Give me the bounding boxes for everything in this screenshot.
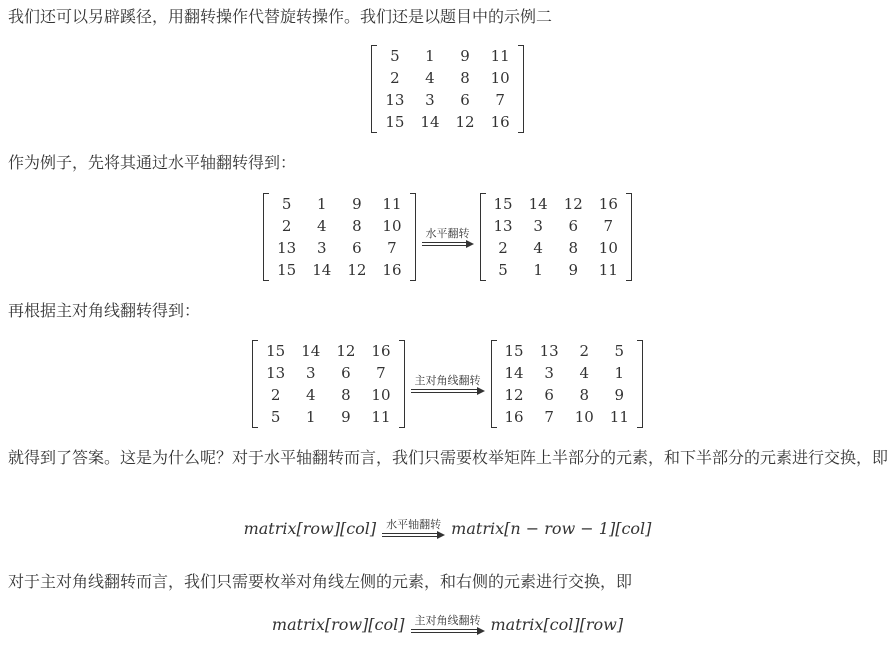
matrix-original-table xyxy=(377,45,517,133)
matrix-cell: 6 xyxy=(341,364,351,382)
matrix-cell: 10 xyxy=(598,239,618,257)
original-matrix-block xyxy=(0,45,895,133)
matrix-cell: 7 xyxy=(603,217,614,235)
matrix-cell: 14 xyxy=(301,342,321,360)
formula-diagonal xyxy=(0,614,895,634)
matrix-cell: 15 xyxy=(277,261,297,279)
matrix-row xyxy=(377,67,517,89)
horizontal-flip-label: 水平翻转 xyxy=(425,227,470,240)
matrix-cell: 4 xyxy=(579,364,589,382)
matrix-cell: 8 xyxy=(352,217,362,235)
matrix-before-diagonal-table xyxy=(258,340,398,428)
matrix-after-diagonal-table xyxy=(497,340,637,428)
matrix-row xyxy=(377,89,517,111)
formula-horizontal-left: matrix[row][col] xyxy=(243,518,377,538)
matrix-row xyxy=(258,362,398,384)
matrix-cell: 9 xyxy=(460,47,470,65)
matrix-cell: 13 xyxy=(266,364,286,382)
matrix-cell: 14 xyxy=(528,195,548,213)
paragraph-horizontal: 作为例子，先将其通过水平轴翻转得到： xyxy=(8,153,297,172)
paragraph-intro: 我们还可以另辟蹊径，用翻转操作代替旋转操作。我们还是以题目中的示例二 xyxy=(8,7,553,26)
matrix-cell: 2 xyxy=(281,217,292,235)
matrix-cell: 7 xyxy=(387,239,397,257)
matrix-cell: 12 xyxy=(563,195,583,213)
matrix-row xyxy=(269,237,409,259)
matrix-cell: 6 xyxy=(352,239,362,257)
matrix-cell: 16 xyxy=(490,113,510,131)
matrix-row xyxy=(269,215,409,237)
horizontal-flip-block xyxy=(0,193,895,281)
formula-horizontal-right: matrix[n − row − 1][col] xyxy=(451,518,652,538)
matrix-cell: 9 xyxy=(352,195,362,213)
matrix-row xyxy=(258,384,398,406)
diagonal-flip-arrow xyxy=(411,374,485,394)
matrix-cell: 9 xyxy=(568,261,578,279)
matrix-row xyxy=(486,237,626,259)
matrix-row xyxy=(486,259,626,281)
matrix-row xyxy=(497,340,637,362)
formula-diagonal-arrow xyxy=(411,614,485,634)
matrix-cell: 5 xyxy=(281,195,292,213)
matrix-cell: 1 xyxy=(305,408,316,426)
paragraph-diagonal-explanation: 对于主对角线翻转而言，我们只需要枚举对角线左侧的元素，和右侧的元素进行交换，即 xyxy=(8,572,633,591)
matrix-cell: 10 xyxy=(371,386,391,404)
matrix-row xyxy=(269,193,409,215)
matrix-cell: 12 xyxy=(347,261,367,279)
matrix-cell: 3 xyxy=(544,364,554,382)
diagonal-flip-block xyxy=(0,340,895,428)
matrix-cell: 3 xyxy=(316,239,327,257)
matrix-cell: 3 xyxy=(533,217,543,235)
matrix-row xyxy=(377,111,517,133)
matrix-cell: 11 xyxy=(609,408,629,426)
matrix-cell: 9 xyxy=(341,408,351,426)
matrix-cell: 7 xyxy=(376,364,386,382)
matrix-cell: 13 xyxy=(493,217,513,235)
matrix-cell: 11 xyxy=(490,47,510,65)
matrix-row xyxy=(497,384,637,406)
matrix-cell: 12 xyxy=(504,386,524,404)
matrix-cell: 3 xyxy=(305,364,316,382)
formula-horizontal-arrow xyxy=(382,518,445,538)
matrix-row xyxy=(258,406,398,428)
matrix-cell: 7 xyxy=(495,91,505,109)
matrix-cell: 10 xyxy=(490,69,510,87)
matrix-cell: 2 xyxy=(390,69,400,87)
matrix-cell: 16 xyxy=(504,408,524,426)
matrix-cell: 11 xyxy=(382,195,402,213)
matrix-cell: 8 xyxy=(579,386,589,404)
matrix-cell: 14 xyxy=(504,364,524,382)
matrix-row xyxy=(486,193,626,215)
matrix-cell: 5 xyxy=(498,261,508,279)
matrix-before-horizontal-table xyxy=(269,193,409,281)
matrix-cell: 9 xyxy=(614,386,625,404)
formula-diagonal-right: matrix[col][row] xyxy=(490,614,624,634)
matrix-cell: 4 xyxy=(305,386,316,404)
matrix-cell: 11 xyxy=(371,408,391,426)
matrix-cell: 8 xyxy=(568,239,578,257)
matrix-after-horizontal-table xyxy=(486,193,626,281)
matrix-cell: 13 xyxy=(385,91,405,109)
matrix-before-diagonal xyxy=(252,340,404,428)
matrix-cell: 3 xyxy=(425,91,435,109)
matrix-cell: 6 xyxy=(460,91,470,109)
matrix-cell: 4 xyxy=(316,217,327,235)
matrix-cell: 2 xyxy=(498,239,508,257)
matrix-cell: 11 xyxy=(598,261,618,279)
paragraph-diagonal: 再根据主对角线翻转得到： xyxy=(8,301,201,320)
matrix-cell: 2 xyxy=(579,342,589,360)
matrix-cell: 16 xyxy=(371,342,391,360)
matrix-cell: 15 xyxy=(504,342,524,360)
matrix-before-horizontal xyxy=(263,193,415,281)
matrix-cell: 12 xyxy=(455,113,475,131)
formula-horizontal xyxy=(0,518,895,538)
matrix-cell: 12 xyxy=(336,342,356,360)
matrix-cell: 10 xyxy=(574,408,594,426)
matrix-row xyxy=(497,406,637,428)
matrix-cell: 5 xyxy=(390,47,400,65)
matrix-cell: 8 xyxy=(341,386,351,404)
diagonal-flip-label: 主对角线翻转 xyxy=(414,374,481,387)
matrix-cell: 8 xyxy=(460,69,470,87)
matrix-cell: 1 xyxy=(425,47,435,65)
matrix-cell: 15 xyxy=(385,113,405,131)
matrix-cell: 4 xyxy=(533,239,543,257)
matrix-row xyxy=(497,362,637,384)
matrix-cell: 6 xyxy=(568,217,578,235)
matrix-cell: 5 xyxy=(614,342,625,360)
formula-diagonal-left: matrix[row][col] xyxy=(271,614,405,634)
matrix-cell: 1 xyxy=(614,364,625,382)
matrix-after-horizontal xyxy=(480,193,632,281)
matrix-cell: 7 xyxy=(544,408,554,426)
matrix-row xyxy=(377,45,517,67)
matrix-cell: 13 xyxy=(539,342,559,360)
matrix-cell: 6 xyxy=(544,386,554,404)
formula-diagonal-arrow-label: 主对角线翻转 xyxy=(414,614,481,627)
matrix-cell: 13 xyxy=(277,239,297,257)
matrix-cell: 16 xyxy=(598,195,618,213)
matrix-cell: 4 xyxy=(425,69,435,87)
matrix-row xyxy=(486,215,626,237)
matrix-after-diagonal xyxy=(491,340,643,428)
matrix-cell: 1 xyxy=(533,261,543,279)
matrix-cell: 16 xyxy=(382,261,402,279)
paragraph-explanation: 就得到了答案。这是为什么呢？对于水平轴翻转而言，我们只需要枚举矩阵上半部分的元素，和下半部分的元素进行交换，即 xyxy=(8,448,889,467)
matrix-cell: 5 xyxy=(270,408,281,426)
matrix-original xyxy=(371,45,523,133)
formula-horizontal-arrow-label: 水平轴翻转 xyxy=(386,518,442,531)
matrix-cell: 2 xyxy=(270,386,281,404)
matrix-cell: 10 xyxy=(382,217,402,235)
matrix-row xyxy=(269,259,409,281)
matrix-cell: 14 xyxy=(420,113,440,131)
matrix-row xyxy=(258,340,398,362)
matrix-cell: 1 xyxy=(316,195,327,213)
horizontal-flip-arrow xyxy=(422,227,474,247)
matrix-cell: 15 xyxy=(266,342,286,360)
matrix-cell: 15 xyxy=(493,195,513,213)
matrix-cell: 14 xyxy=(312,261,332,279)
